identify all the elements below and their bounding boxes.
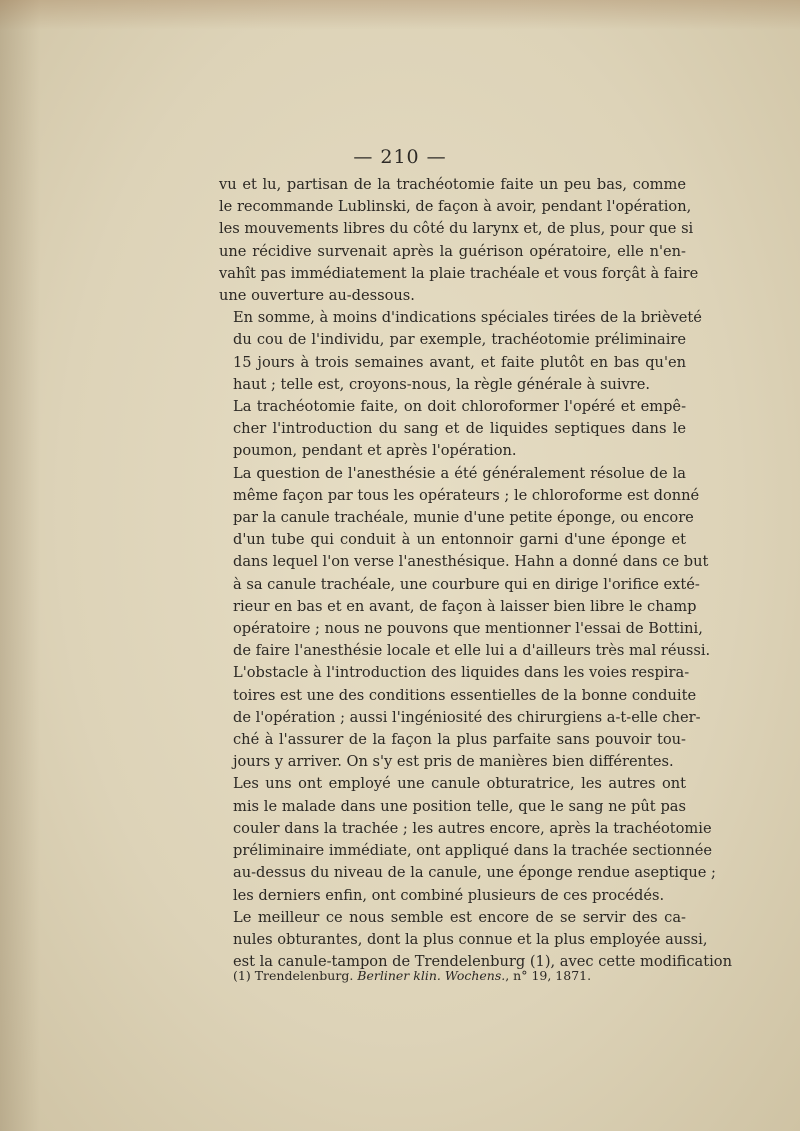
footnote-ref: , n° 19, 1871. [505,968,592,983]
text-line: jours y arriver. On s'y est pris de manières bien différentes. [233,753,674,771]
text-line: L'obstacle à l'introduction des liquides dans les voies respira- [233,664,690,682]
text-line: de l'opération ; aussi l'ingéniosité des chirurgiens a-t-elle cher- [233,708,701,726]
text-line: une récidive survenait après la guérison opératoire, elle n'en- [219,242,686,260]
text-line: Les uns ont employé une canule obturatrice, les autres ont [233,775,686,793]
text-line: Le meilleur ce nous semble est encore de se servir des ca- [233,908,686,926]
text-line: par la canule trachéale, munie d'une petite éponge, ou encore [233,509,694,527]
text-line: couler dans la trachée ; les autres encore, après la trachéotomie [233,819,712,837]
paragraph [219,396,686,463]
text-line: haut ; telle est, croyons-nous, la règle générale à suivre. [233,375,651,393]
text-line: une ouverture au-dessous. [219,287,415,305]
text-line: opératoire ; nous ne pouvons que mentionner l'essai de Bottini, [233,620,703,638]
text-line: La question de l'anesthésie a été généralement résolue de la [233,464,686,482]
text-line: les mouvements libres du côté du larynx et, de plus, pour que si [219,220,694,238]
footnote-marker: (1) [233,968,251,983]
text-line: le recommande Lublinski, de façon à avoir, pendant l'opération, [219,198,692,216]
text-line: vahît pas immédiatement la plaie trachéale et vous forçât à faire [219,264,699,282]
text-line: même façon par tous les opérateurs ; le chloroforme est donné [233,486,700,504]
text-line: cher l'introduction du sang et de liquides septiques dans le [233,420,686,438]
text-line: nules obturantes, dont la plus connue et la plus employée aussi, [233,930,708,948]
text-line: ché à l'assurer de la façon la plus parfaite sans pouvoir tou- [233,731,686,749]
paragraph [219,463,711,663]
text-line: vu et lu, partisan de la trachéotomie faite un peu bas, comme [219,176,686,193]
text-line: poumon, pendant et après l'opération. [233,442,517,460]
text-line: mis le malade dans une position telle, que le sang ne pût pas [233,797,686,815]
page-number: — 210 — [353,146,447,168]
paragraph [219,773,716,906]
text-line: les derniers enfin, ont combiné plusieurs de ces procédés. [233,886,665,904]
paragraph [219,307,702,396]
footnote [233,968,693,983]
paragraph [219,174,699,307]
text-line: rieur en bas et en avant, de façon à laisser bien libre le champ [233,597,697,615]
text-line: de faire l'anesthésie locale et elle lui a d'ailleurs très mal réussi. [233,642,711,660]
paragraph [219,662,701,773]
text-line: toires est une des conditions essentielles de la bonne conduite [233,686,697,704]
body-text [219,174,732,973]
text-line: du cou de l'individu, par exemple, trachéotomie préliminaire [233,331,686,349]
footnote-author: Trendelenburg. [254,968,354,983]
text-line: au-dessus du niveau de la canule, une éponge rendue aseptique ; [233,864,716,882]
text-line: En somme, à moins d'indications spéciales tirées de la brièveté [233,309,702,327]
paragraph [219,907,732,974]
footnote-journal: Berliner klin. Wochens. [357,968,506,983]
text-line: dans lequel l'on verse l'anesthésique. Hahn a donné dans ce but [233,553,709,571]
text-line: 15 jours à trois semaines avant, et faite plutôt en bas qu'en [233,353,686,371]
text-line: à sa canule trachéale, une courbure qui en dirige l'orifice exté- [233,575,700,593]
text-line: est la canule-tampon de Trendelenburg (1), avec cette modification [233,953,732,971]
text-line: préliminaire immédiate, ont appliqué dans la trachée sectionnée [233,842,712,860]
text-line: La trachéotomie faite, on doit chloroformer l'opéré et empê- [233,398,686,416]
text-line: d'un tube qui conduit à un entonnoir garni d'une éponge et [233,531,686,549]
